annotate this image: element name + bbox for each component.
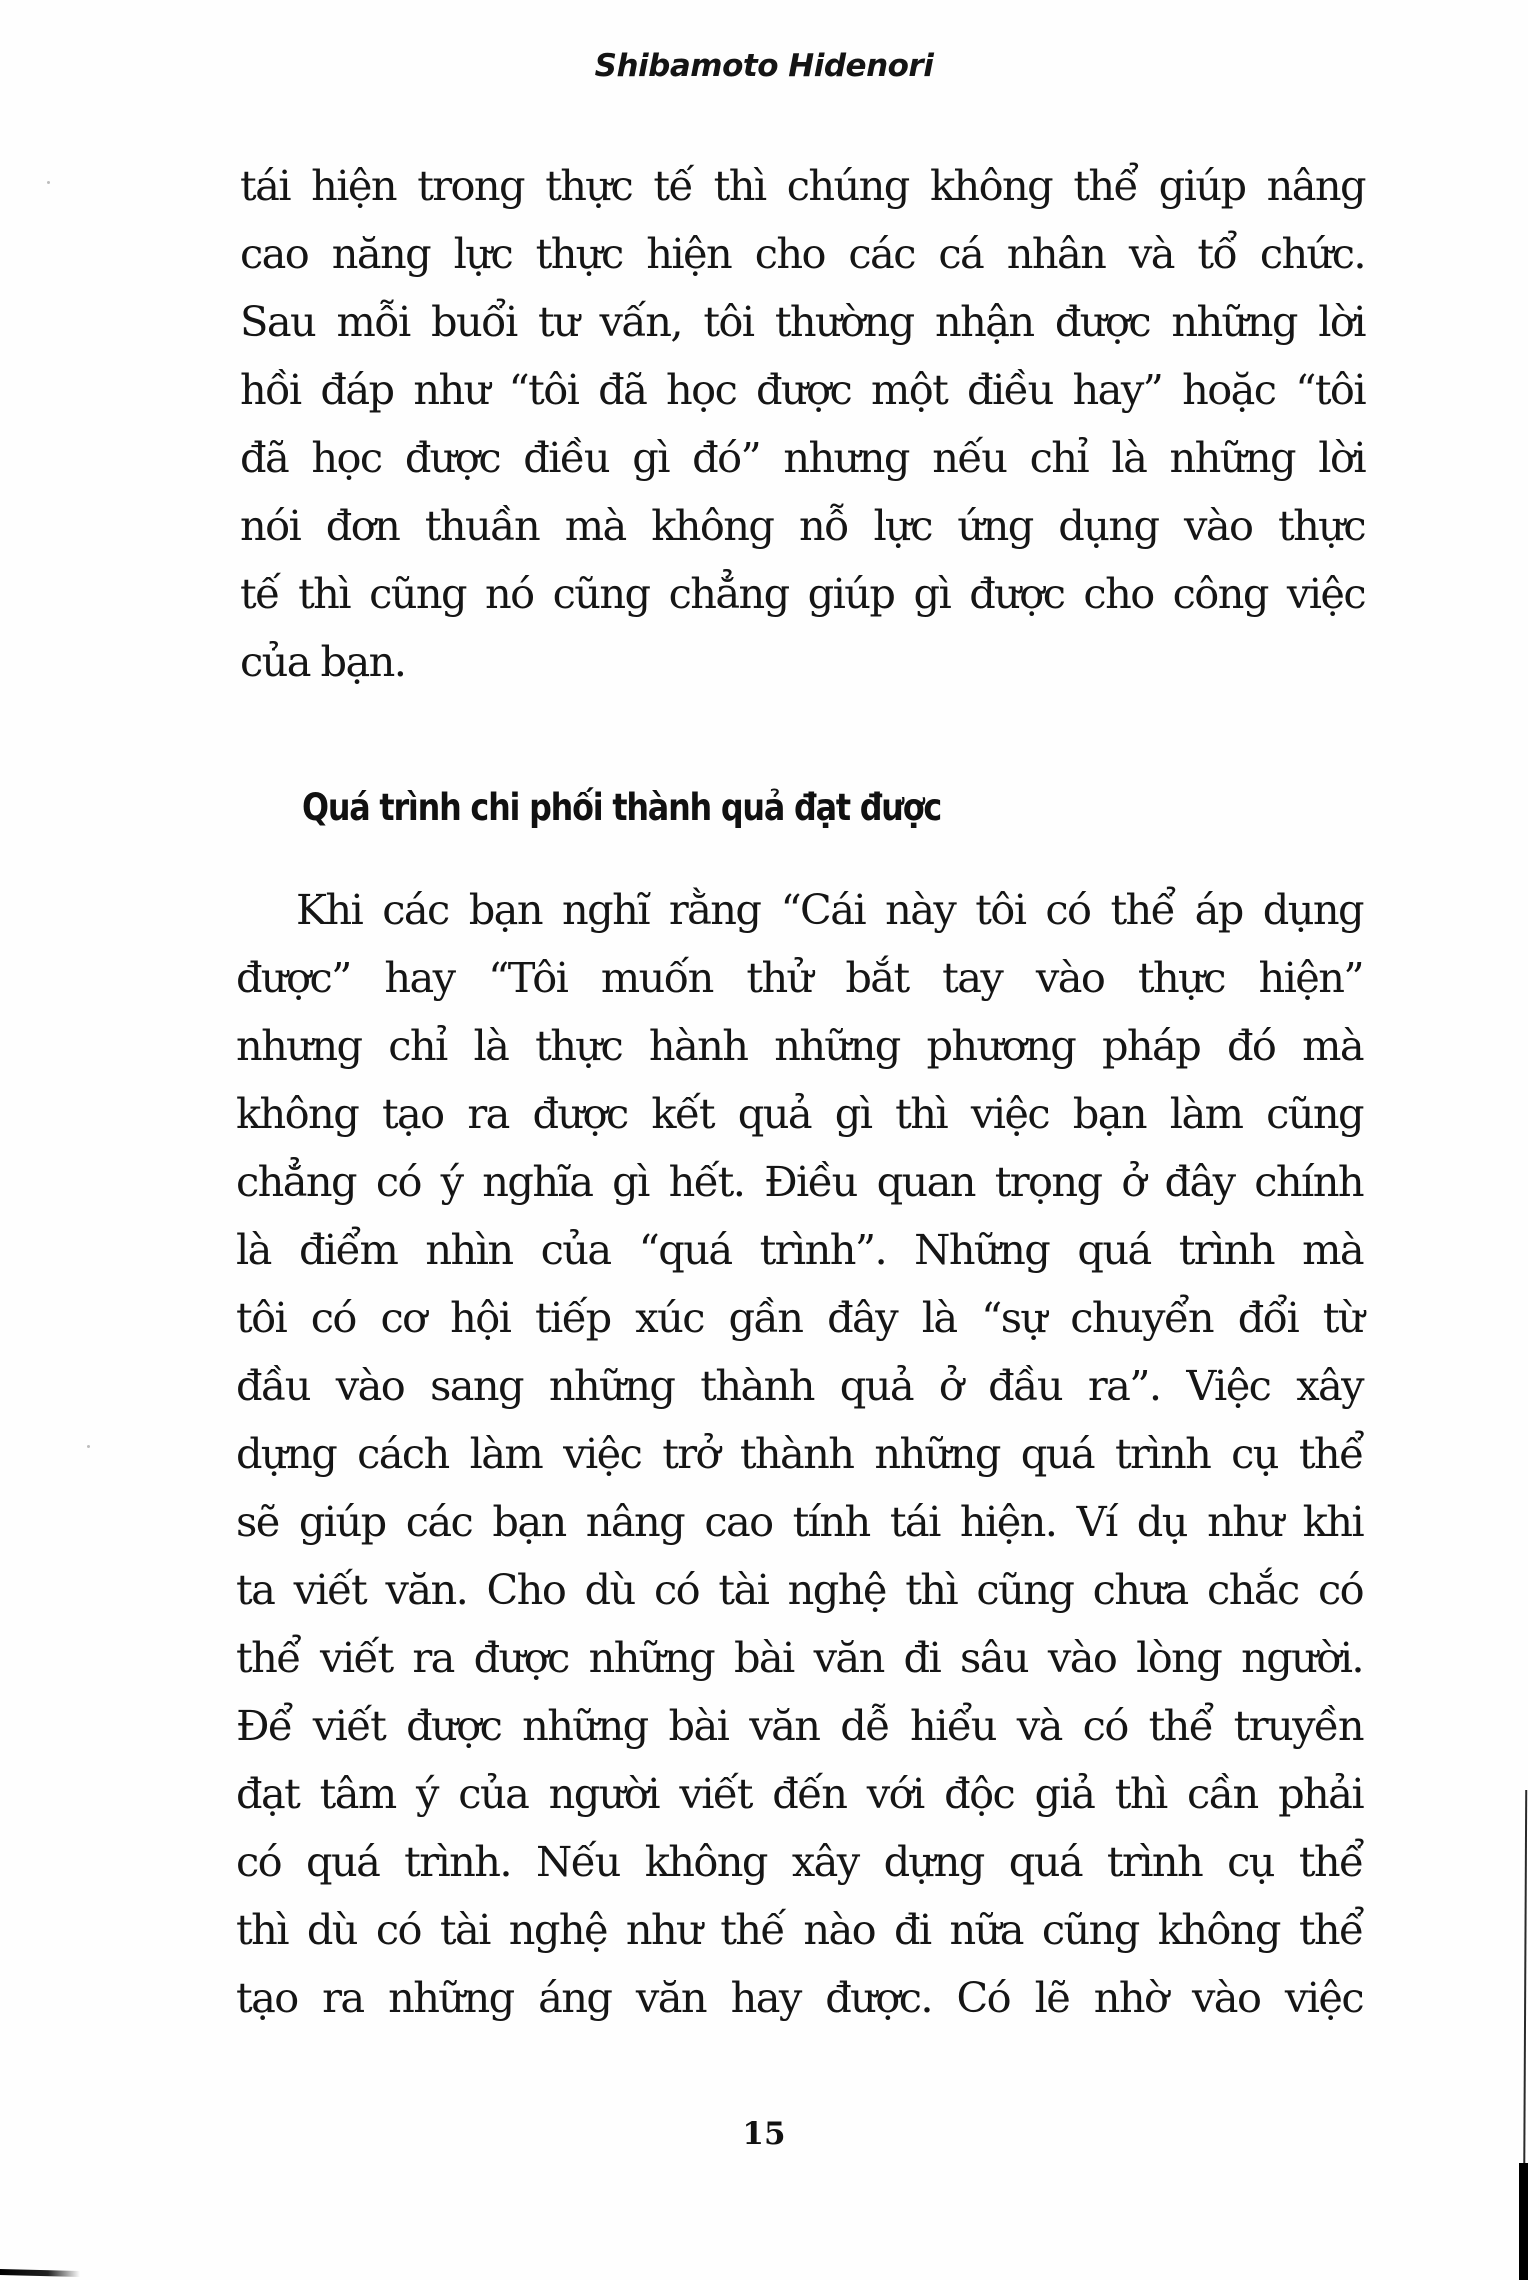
text-line: ta viết văn. Cho dù có tài nghệ thì cũng chưa chắc có <box>236 1565 1363 1614</box>
text-line: hồi đáp như “tôi đã học được một điều hay” hoặc “tôi <box>240 365 1365 414</box>
text-line: cao năng lực thực hiện cho các cá nhân và tổ chức. <box>240 229 1365 278</box>
page-number: 15 <box>742 2116 786 2152</box>
text-line: Khi các bạn nghĩ rằng “Cái này tôi có thể áp dụng <box>296 885 1363 934</box>
scan-speck <box>47 181 50 184</box>
text-line: là điểm nhìn của “quá trình”. Những quá trình mà <box>236 1225 1363 1274</box>
text-line: đầu vào sang những thành quả ở đầu ra”. Việc xây <box>236 1361 1363 1410</box>
text-line: tế thì cũng nó cũng chẳng giúp gì được cho công việc <box>240 569 1365 618</box>
text-line: nhưng chỉ là thực hành những phương pháp đó mà <box>236 1021 1363 1070</box>
text-line: tôi có cơ hội tiếp xúc gần đây là “sự chuyển đổi từ <box>236 1293 1363 1342</box>
text-line: đã học được điều gì đó” nhưng nếu chỉ là những lời <box>240 433 1365 482</box>
text-line: có quá trình. Nếu không xây dựng quá trình cụ thể <box>236 1837 1363 1886</box>
paragraph-continued <box>240 152 1365 696</box>
running-header-author: Shibamoto Hidenori <box>594 48 934 84</box>
page-edge-shadow <box>1519 2163 1528 2280</box>
text-line: tạo ra những áng văn hay được. Có lẽ nhờ vào việc <box>236 1973 1363 2022</box>
text-line: sẽ giúp các bạn nâng cao tính tái hiện. Ví dụ như khi <box>236 1497 1363 1546</box>
text-line: không tạo ra được kết quả gì thì việc bạn làm cũng <box>236 1089 1363 1138</box>
text-line: Để viết được những bài văn dễ hiểu và có thể truyền <box>236 1701 1363 1750</box>
section-heading: Quá trình chi phối thành quả đạt được <box>302 786 942 829</box>
scan-speck <box>87 1445 90 1448</box>
text-line: tái hiện trong thực tế thì chúng không thể giúp nâng <box>240 161 1365 210</box>
text-line: thể viết ra được những bài văn đi sâu vào lòng người. <box>236 1633 1363 1682</box>
text-line: của bạn. <box>240 637 406 686</box>
text-line: dựng cách làm việc trở thành những quá trình cụ thể <box>236 1429 1363 1478</box>
paragraph-body <box>236 876 1363 2032</box>
page-edge-shadow <box>0 2269 80 2277</box>
text-line: Sau mỗi buổi tư vấn, tôi thường nhận được những lời <box>240 297 1365 346</box>
text-line: được” hay “Tôi muốn thử bắt tay vào thực hiện” <box>236 953 1363 1002</box>
text-line: thì dù có tài nghệ như thế nào đi nữa cũng không thể <box>236 1905 1363 1954</box>
text-line: đạt tâm ý của người viết đến với độc giả thì cần phải <box>236 1769 1363 1818</box>
text-line: nói đơn thuần mà không nỗ lực ứng dụng vào thực <box>240 501 1365 550</box>
text-line: chẳng có ý nghĩa gì hết. Điều quan trọng ở đây chính <box>236 1157 1363 1206</box>
